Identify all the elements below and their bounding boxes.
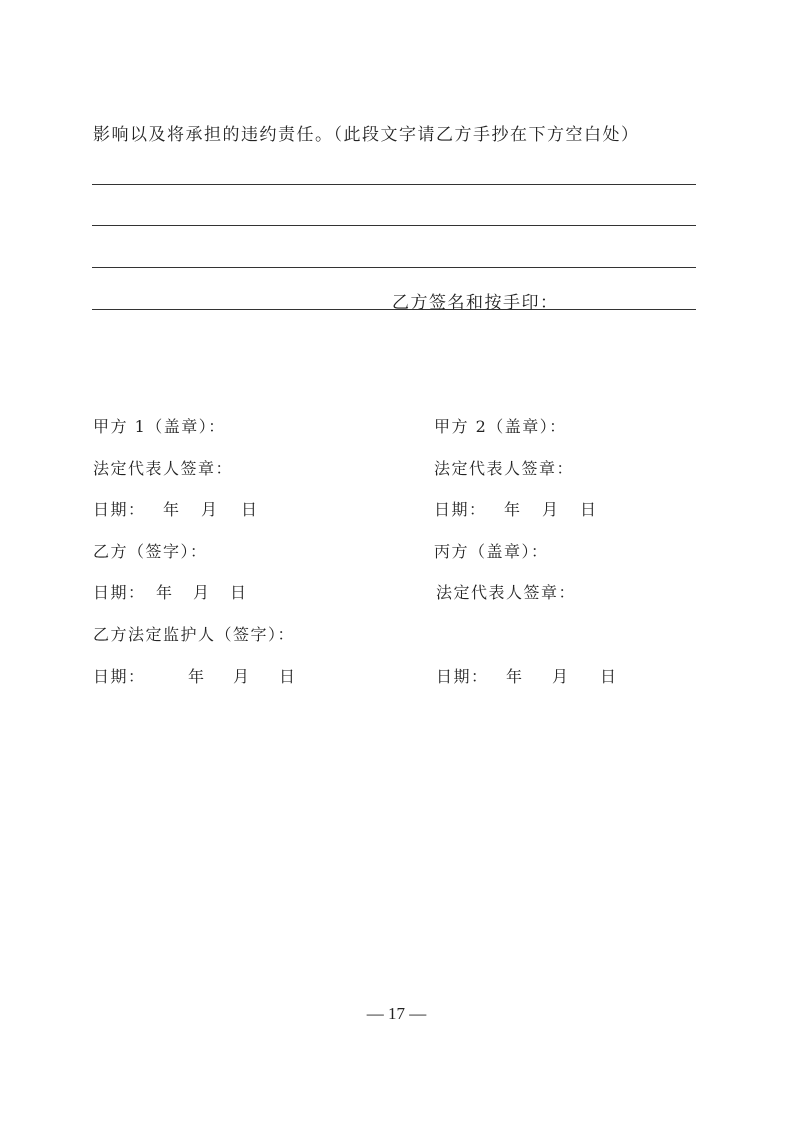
day-unit: 日: [600, 667, 618, 686]
date-label: 日期：: [436, 667, 489, 686]
day-unit: 日: [279, 667, 297, 686]
month-unit: 月: [201, 500, 219, 519]
year-unit: 年: [188, 667, 206, 686]
date-label: 日期：: [93, 500, 146, 519]
year-unit: 年: [156, 583, 174, 602]
party-a2-date: [434, 497, 734, 519]
date-label: 日期：: [93, 667, 146, 686]
party-a1-date: [93, 497, 393, 519]
day-unit: 日: [580, 500, 598, 519]
party-c-seal-label: 丙方（盖章）：: [434, 542, 549, 561]
party-b-date: [93, 580, 393, 602]
party-a2-seal-label: 甲方 2（盖章）：: [434, 417, 567, 436]
month-unit: 月: [193, 583, 211, 602]
year-unit: 年: [504, 500, 522, 519]
party-c-rep-label: 法定代表人签章：: [436, 583, 577, 602]
month-unit: 月: [233, 667, 251, 686]
guardian-sign-label: 乙方法定监护人（签字）：: [93, 625, 296, 644]
date-label: 日期：: [434, 500, 487, 519]
month-unit: 月: [552, 667, 570, 686]
year-unit: 年: [163, 500, 181, 519]
day-unit: 日: [241, 500, 259, 519]
signature-line: [92, 309, 696, 310]
handwriting-line-1: [92, 184, 696, 185]
day-unit: 日: [230, 583, 248, 602]
handwriting-line-2: [92, 225, 696, 226]
party-a1-rep-label: 法定代表人签章：: [93, 459, 234, 478]
party-a2-rep-label: 法定代表人签章：: [434, 459, 575, 478]
date-label: 日期：: [93, 583, 146, 602]
guardian-date: [93, 664, 393, 686]
instruction-paragraph: 影响以及将承担的违约责任。（此段文字请乙方手抄在下方空白处）: [93, 125, 640, 145]
page-number: — 17 —: [366, 1004, 427, 1023]
party-a1-seal-label: 甲方 1（盖章）：: [93, 417, 226, 436]
year-unit: 年: [506, 667, 524, 686]
party-b-sign-label: 乙方（签字）：: [93, 542, 208, 561]
signature-label: 乙方签名和按手印：: [392, 293, 559, 313]
handwriting-line-3: [92, 267, 696, 268]
month-unit: 月: [542, 500, 560, 519]
party-c-date: [436, 664, 736, 686]
